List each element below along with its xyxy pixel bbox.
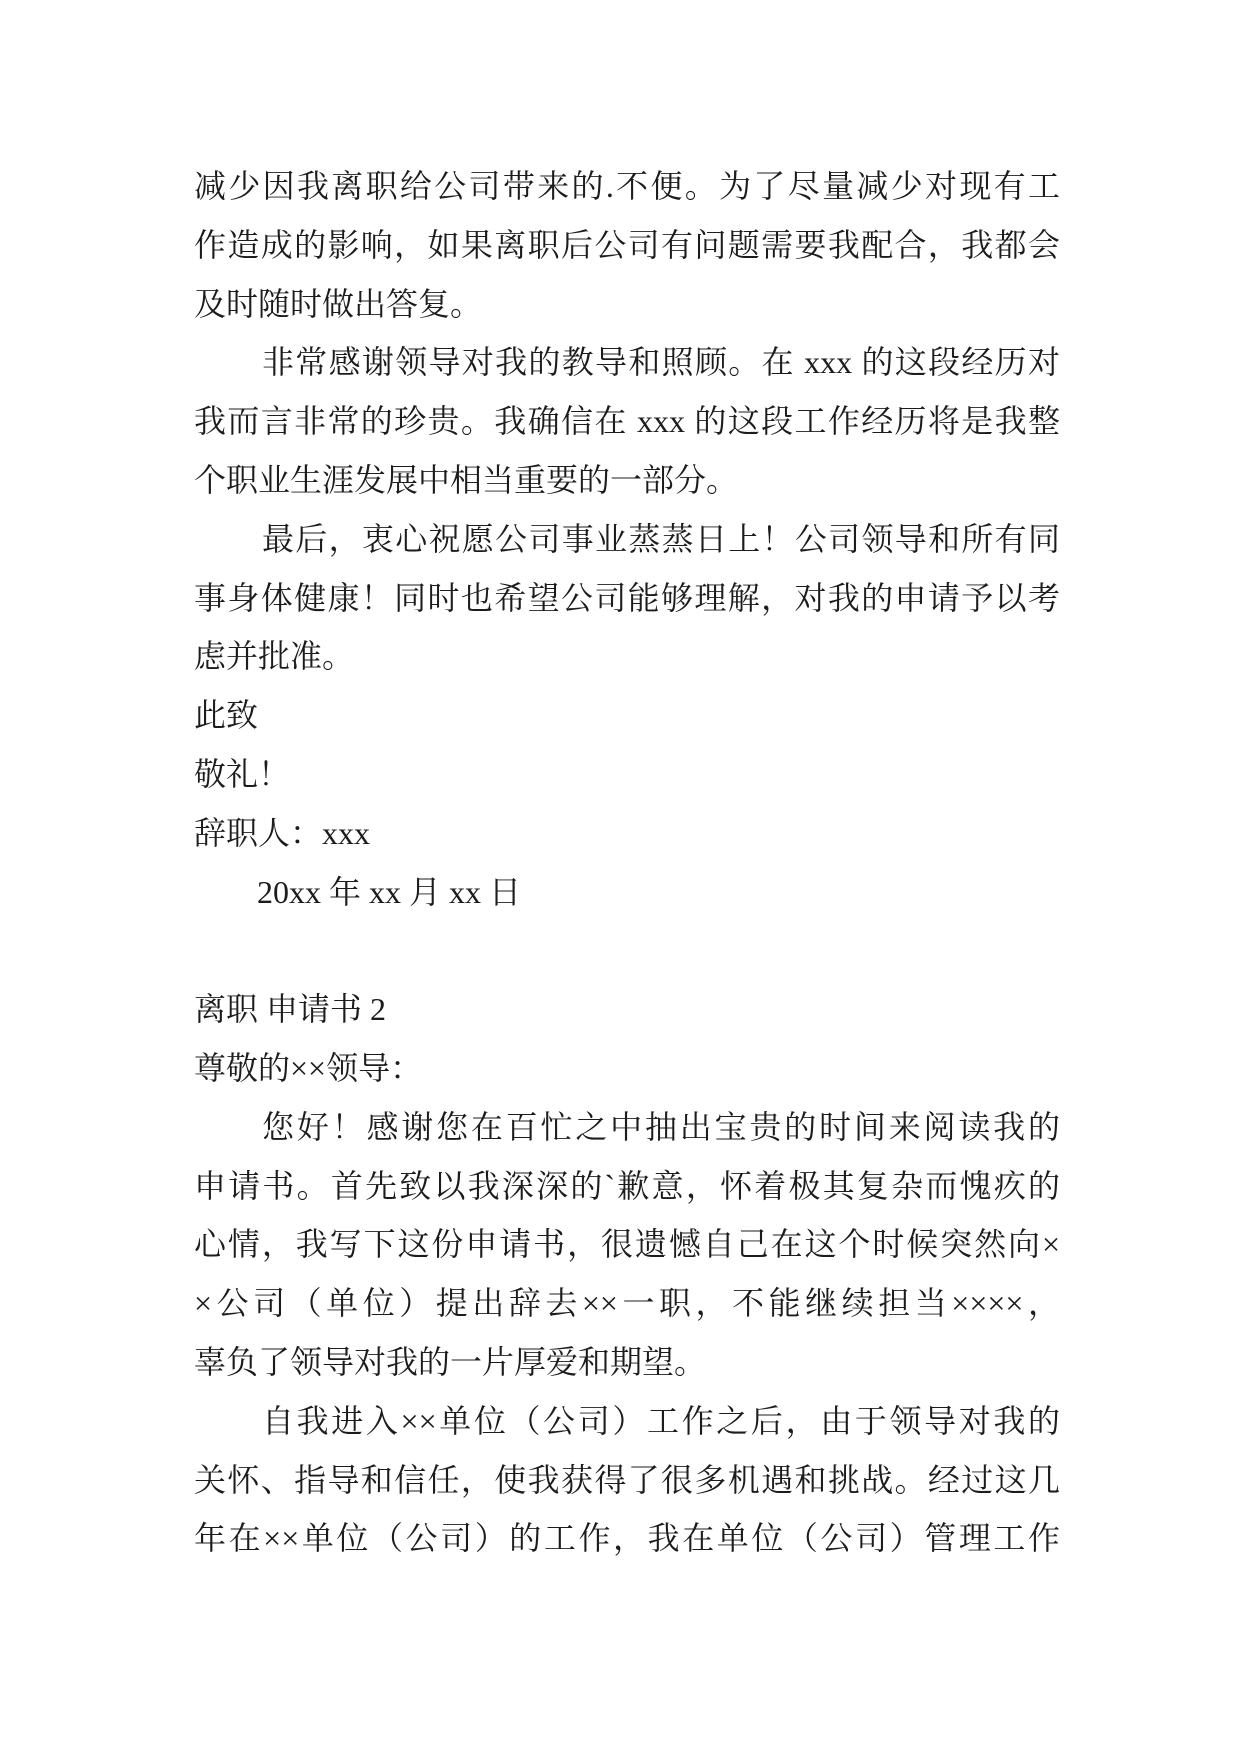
body-text-line: 虑并批准。 [194, 638, 355, 675]
body-text-line: 关怀、指导和信任，使我获得了很多机遇和挑战。经过这几 [194, 1461, 1060, 1498]
blank-line [194, 921, 1060, 980]
salute-phrase: 敬礼！ [194, 755, 291, 792]
body-text-line: 及时随时做出答复。 [194, 285, 483, 322]
closing-phrase: 此致 [194, 697, 259, 734]
body-text-line: 年在××单位（公司）的工作，我在单位（公司）管理工作 [194, 1520, 1060, 1557]
section-title: 离职 申请书 2 [194, 991, 387, 1028]
paragraph [194, 333, 1060, 509]
body-text-line: 心情，我写下这份申请书，很遗憾自己在这个时候突然向× [194, 1226, 1060, 1263]
body-text-line: 自我进入××单位（公司）工作之后，由于领导对我的 [262, 1402, 1060, 1439]
body-text-line: 减少因我离职给公司带来的.不便。为了尽量减少对现有工 [194, 168, 1060, 204]
document-body [194, 157, 1060, 1568]
body-text-line: 非常感谢领导对我的教导和照顾。在 xxx 的这段经历对 [262, 344, 1060, 381]
body-text-line: 辜负了领导对我的一片厚爱和期望。 [194, 1343, 707, 1380]
body-text-line: 您好！感谢您在百忙之中抽出宝贵的时间来阅读我的 [262, 1108, 1060, 1145]
body-text-line: 作造成的影响，如果离职后公司有问题需要我配合，我都会 [194, 226, 1060, 263]
paragraph [194, 1392, 1060, 1568]
body-text-line: 最后，衷心祝愿公司事业蒸蒸日上！公司领导和所有同 [262, 520, 1060, 557]
paragraph [194, 510, 1060, 686]
date-line: 20xx 年 xx 月 xx 日 [257, 873, 522, 910]
body-text-line: 申请书。首先致以我深深的`歉意，怀着极其复杂而愧疚的 [194, 1167, 1060, 1204]
body-text-line: 个职业生涯发展中相当重要的一部分。 [194, 461, 739, 498]
body-text-line: 我而言非常的珍贵。我确信在 xxx 的这段工作经历将是我整 [194, 403, 1060, 440]
paragraph [194, 157, 1060, 333]
greeting: 尊敬的××领导： [194, 1049, 423, 1086]
signature-line: 辞职人：xxx [194, 814, 371, 851]
paragraph [194, 1098, 1060, 1392]
body-text-line: 事身体健康！同时也希望公司能够理解，对我的申请予以考 [194, 579, 1060, 616]
body-text-line: ×公司（单位）提出辞去××一职，不能继续担当××××， [194, 1285, 1060, 1322]
